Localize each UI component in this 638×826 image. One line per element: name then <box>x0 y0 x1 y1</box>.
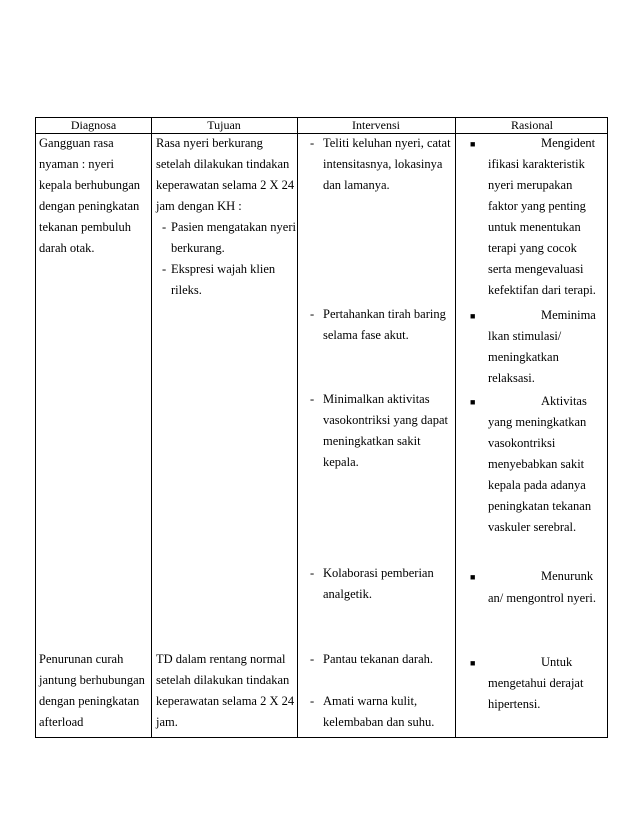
rasional-line: Mengident <box>541 136 596 150</box>
tujuan-item-line: Ekspresi wajah klien <box>171 262 276 276</box>
diagnosa-line: kepala berhubungan <box>39 178 141 192</box>
header-diagnosa: Diagnosa <box>70 118 117 132</box>
tujuan-item-line: Pasien mengatakan nyeri <box>171 220 296 234</box>
intervensi-line: analgetik. <box>323 587 372 601</box>
rasional-line: kefektifan dari terapi. <box>488 283 596 297</box>
diagnosa-line: Gangguan rasa <box>39 136 114 150</box>
rasional-line: Meminima <box>541 308 596 322</box>
list-dash: - <box>310 392 315 406</box>
rasional-line: serta mengevaluasi <box>488 262 584 276</box>
list-dash: - <box>162 220 167 234</box>
tujuan-line: Rasa nyeri berkurang <box>156 136 263 150</box>
intervensi-line: Kolaborasi pemberian <box>323 566 434 580</box>
tujuan-line: keperawatan selama 2 X 24 <box>156 694 295 708</box>
bullet-square-icon <box>470 134 475 155</box>
rasional-line: yang meningkatkan <box>488 415 587 429</box>
intervensi-line: Amati warna kulit, <box>323 694 418 708</box>
column-divider <box>455 118 456 737</box>
diagnosa-line: jantung berhubungan <box>39 673 145 687</box>
intervensi-line: intensitasnya, lokasinya <box>323 157 443 171</box>
rasional-line: mengetahui derajat <box>488 676 584 690</box>
list-dash: - <box>310 566 315 580</box>
rasional-line: an/ mengontrol nyeri. <box>488 591 596 605</box>
diagnosa-line: nyaman : nyeri <box>39 157 114 171</box>
rasional-line: ifikasi karakteristik <box>488 157 585 171</box>
rasional-line: lkan stimulasi/ <box>488 329 562 343</box>
intervensi-line: dan lamanya. <box>323 178 390 192</box>
tujuan-line: TD dalam rentang normal <box>156 652 286 666</box>
diagnosa-line: afterload <box>39 715 84 729</box>
intervensi-line: kelembaban dan suhu. <box>323 715 435 729</box>
rasional-line: untuk menentukan <box>488 220 581 234</box>
intervensi-line: Teliti keluhan nyeri, catat <box>323 136 451 150</box>
rasional-line: menyebabkan sakit <box>488 457 585 471</box>
diagnosa-line: darah otak. <box>39 241 95 255</box>
header-rasional: Rasional <box>511 118 553 132</box>
diagnosa-line: tekanan pembuluh <box>39 220 131 234</box>
header-tujuan: Tujuan <box>207 118 241 132</box>
rasional-line: Menurunk <box>541 569 594 583</box>
rasional-line: faktor yang penting <box>488 199 586 213</box>
bullet-square-icon <box>470 653 475 674</box>
rasional-line: vasokontriksi <box>488 436 556 450</box>
list-dash: - <box>310 652 315 666</box>
column-divider <box>151 118 152 737</box>
diagnosa-line: dengan peningkatan <box>39 694 140 708</box>
diagnosa-line: Penurunan curah <box>39 652 124 666</box>
diagnosa-line: dengan peningkatan <box>39 199 140 213</box>
tujuan-line: jam. <box>156 715 178 729</box>
rasional-line: vaskuler serebral. <box>488 520 577 534</box>
list-dash: - <box>162 262 167 276</box>
intervensi-line: selama fase akut. <box>323 328 409 342</box>
rasional-line: Untuk <box>541 655 573 669</box>
list-dash: - <box>310 694 315 708</box>
bullet-square-icon <box>470 567 475 588</box>
rasional-line: terapi yang cocok <box>488 241 577 255</box>
intervensi-line: Pantau tekanan darah. <box>323 652 434 666</box>
tujuan-line: keperawatan selama 2 X 24 <box>156 178 295 192</box>
care-plan-table <box>35 117 608 738</box>
rasional-line: hipertensi. <box>488 697 541 711</box>
rasional-line: relaksasi. <box>488 371 535 385</box>
list-dash: - <box>310 307 315 321</box>
header-intervensi: Intervensi <box>352 118 400 132</box>
rasional-line: Aktivitas <box>541 394 587 408</box>
tujuan-item-line: rileks. <box>171 283 202 297</box>
tujuan-line: jam dengan KH : <box>156 199 242 213</box>
bullet-square-icon <box>470 306 475 327</box>
intervensi-line: meningkatkan sakit <box>323 434 421 448</box>
intervensi-line: kepala. <box>323 455 359 469</box>
rasional-line: nyeri merupakan <box>488 178 573 192</box>
list-dash: - <box>310 136 315 150</box>
rasional-line: meningkatkan <box>488 350 559 364</box>
tujuan-line: setelah dilakukan tindakan <box>156 673 290 687</box>
rasional-line: peningkatan tekanan <box>488 499 592 513</box>
header-divider <box>36 133 607 134</box>
tujuan-item-line: berkurang. <box>171 241 225 255</box>
rasional-line: kepala pada adanya <box>488 478 586 492</box>
bullet-square-icon <box>470 392 475 413</box>
tujuan-line: setelah dilakukan tindakan <box>156 157 290 171</box>
intervensi-line: Minimalkan aktivitas <box>323 392 430 406</box>
intervensi-line: vasokontriksi yang dapat <box>323 413 448 427</box>
column-divider <box>297 118 298 737</box>
intervensi-line: Pertahankan tirah baring <box>323 307 446 321</box>
